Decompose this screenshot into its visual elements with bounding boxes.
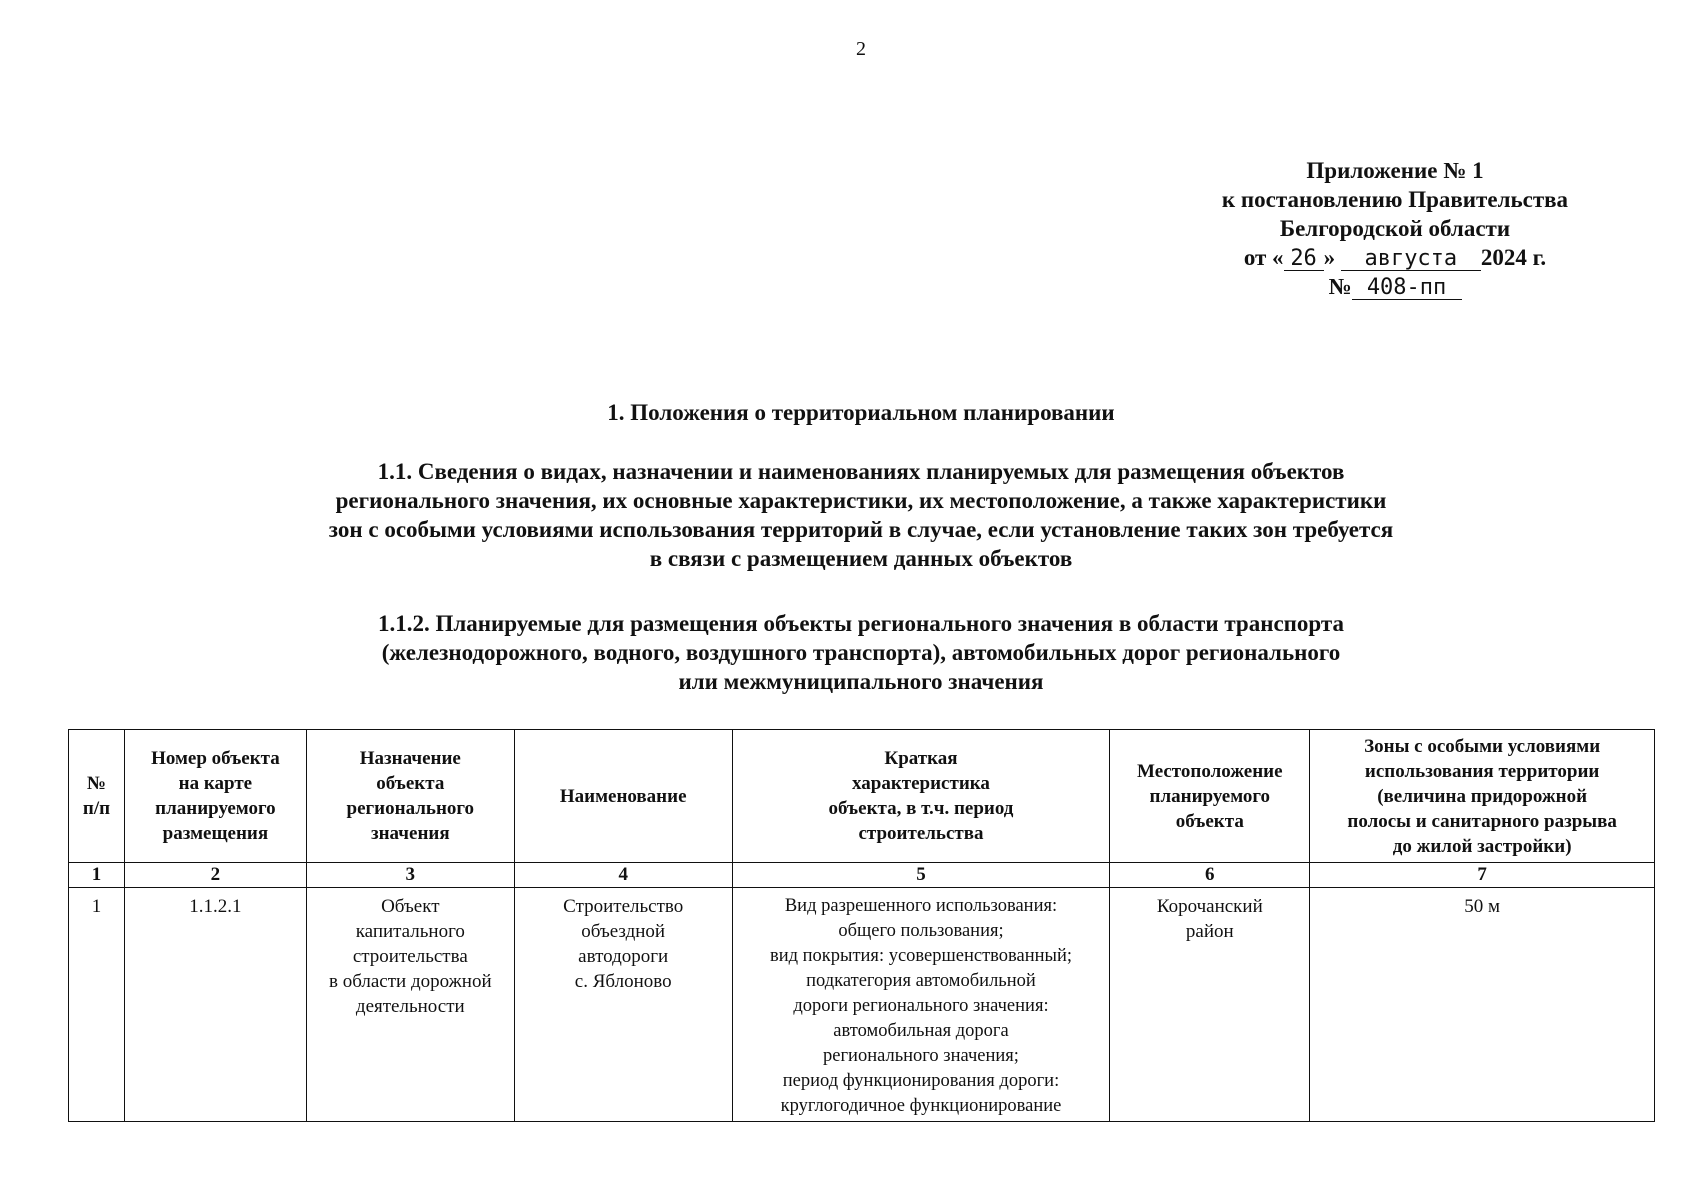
header-object-number — [124, 730, 306, 863]
cell-line: подкатегория автомобильной — [806, 971, 1036, 991]
page-number: 2 — [856, 38, 866, 60]
heading-line: 1.1.2. Планируемые для размещения объекты регионального значения в области транспорта — [377, 611, 1344, 636]
cell-line: Строительство — [563, 896, 684, 917]
header-line: п/п — [82, 798, 111, 819]
header-line: регионального — [346, 798, 475, 819]
cell-description — [732, 888, 1110, 1122]
header-line: характеристика — [852, 773, 990, 794]
cell-line: дороги регионального значения: — [793, 996, 1049, 1016]
header-line: планируемого — [1149, 785, 1271, 807]
header-line: размещения — [162, 823, 269, 844]
cell-zones: 50 м — [1310, 888, 1655, 1122]
appendix-block — [1170, 156, 1620, 301]
cell-line: Вид разрешенного использования: — [784, 896, 1058, 916]
header-line: Местоположение — [1137, 760, 1283, 782]
header-line: строительства — [858, 823, 984, 844]
heading-line: регионального значения, их основные характеристики, их местоположение, а также характеристики — [335, 488, 1387, 513]
cell-line: деятельности — [355, 996, 465, 1017]
header-line: объекта — [376, 773, 445, 794]
column-number: 3 — [306, 863, 514, 888]
cell-line: автодороги — [578, 946, 669, 967]
cell-line: период функционирования дороги: — [782, 1071, 1060, 1091]
appendix-decree: к постановлению Правительства — [1221, 187, 1569, 212]
section-heading-1-1 — [0, 457, 1705, 573]
column-number: 2 — [124, 863, 306, 888]
cell-line: Объект — [381, 896, 440, 917]
cell-line: автомобильная дорога — [833, 1021, 1009, 1041]
heading-line: зон с особыми условиями использования территорий в случае, если установление таких зон требуется — [328, 517, 1394, 542]
table-header-row — [69, 730, 1655, 863]
column-number: 6 — [1110, 863, 1310, 888]
column-number: 1 — [69, 863, 125, 888]
header-line: на карте — [178, 773, 253, 794]
header-num — [69, 730, 125, 863]
header-location — [1110, 730, 1310, 863]
cell-name — [514, 888, 732, 1122]
number-prefix: № — [1328, 274, 1352, 299]
date-mid: » — [1323, 245, 1336, 270]
heading-line: или межмуниципального значения — [678, 669, 1044, 694]
section-heading-1: 1. Положения о территориальном планировании — [607, 400, 1115, 425]
header-line: полосы и санитарного разрыва — [1347, 810, 1617, 832]
cell-purpose — [306, 888, 514, 1122]
cell-line: в области дорожной — [328, 971, 492, 992]
column-number: 7 — [1310, 863, 1655, 888]
header-line: № — [86, 773, 107, 794]
header-line: Зоны с особыми условиями — [1364, 735, 1601, 757]
cell-line: строительства — [352, 946, 468, 967]
header-line: Краткая — [884, 748, 958, 769]
header-zones — [1310, 730, 1655, 863]
cell-line: круглогодичное функционирование — [780, 1096, 1062, 1116]
header-line: до жилой застройки) — [1392, 835, 1572, 857]
cell-line: вид покрытия: усовершенствованный; — [769, 946, 1072, 966]
cell-line: район — [1185, 921, 1234, 942]
cell-line: Корочанский — [1156, 896, 1263, 917]
header-line: Номер объекта — [151, 748, 280, 769]
cell-line: общего пользования; — [838, 921, 1004, 941]
header-name — [514, 730, 732, 863]
cell-line: с. Яблоново — [574, 971, 672, 992]
appendix-region: Белгородской области — [1279, 216, 1511, 241]
table-row — [69, 888, 1655, 1122]
heading-line: 1.1. Сведения о видах, назначении и наименованиях планируемых для размещения объектов — [377, 459, 1345, 484]
cell-line: регионального значения; — [823, 1046, 1019, 1066]
header-line: объекта — [1175, 810, 1244, 832]
appendix-title: Приложение № 1 — [1306, 158, 1484, 183]
header-line: планируемого — [155, 798, 276, 819]
date-day: 26 — [1284, 248, 1324, 271]
header-line: значения — [370, 823, 450, 844]
header-line: Назначение — [359, 748, 461, 769]
cell-line: капитального — [355, 921, 465, 942]
appendix-number — [1170, 272, 1620, 301]
section-heading-1-1-2 — [0, 609, 1705, 696]
objects-table — [68, 729, 1655, 1122]
header-line: (величина придорожной — [1377, 785, 1588, 807]
cell-line: объездной — [581, 921, 666, 942]
column-number: 5 — [732, 863, 1110, 888]
column-number: 4 — [514, 863, 732, 888]
heading-line: (железнодорожного, водного, воздушного транспорта), автомобильных дорог регионального — [381, 640, 1341, 665]
header-line: объекта, в т.ч. период — [828, 798, 1014, 819]
appendix-date — [1170, 243, 1620, 272]
cell-num: 1 — [69, 888, 125, 1122]
column-number-row — [69, 863, 1655, 888]
date-month: августа — [1341, 248, 1481, 271]
date-prefix: от « — [1243, 245, 1284, 270]
header-description — [732, 730, 1110, 863]
number-value: 408-пп — [1352, 277, 1462, 300]
heading-line: в связи с размещением данных объектов — [649, 546, 1073, 571]
header-purpose — [306, 730, 514, 863]
header-line: использования территории — [1364, 760, 1600, 782]
header-line: Наименование — [559, 785, 687, 807]
cell-location — [1110, 888, 1310, 1122]
cell-object-number: 1.1.2.1 — [124, 888, 306, 1122]
date-year: 2024 г. — [1480, 245, 1547, 270]
